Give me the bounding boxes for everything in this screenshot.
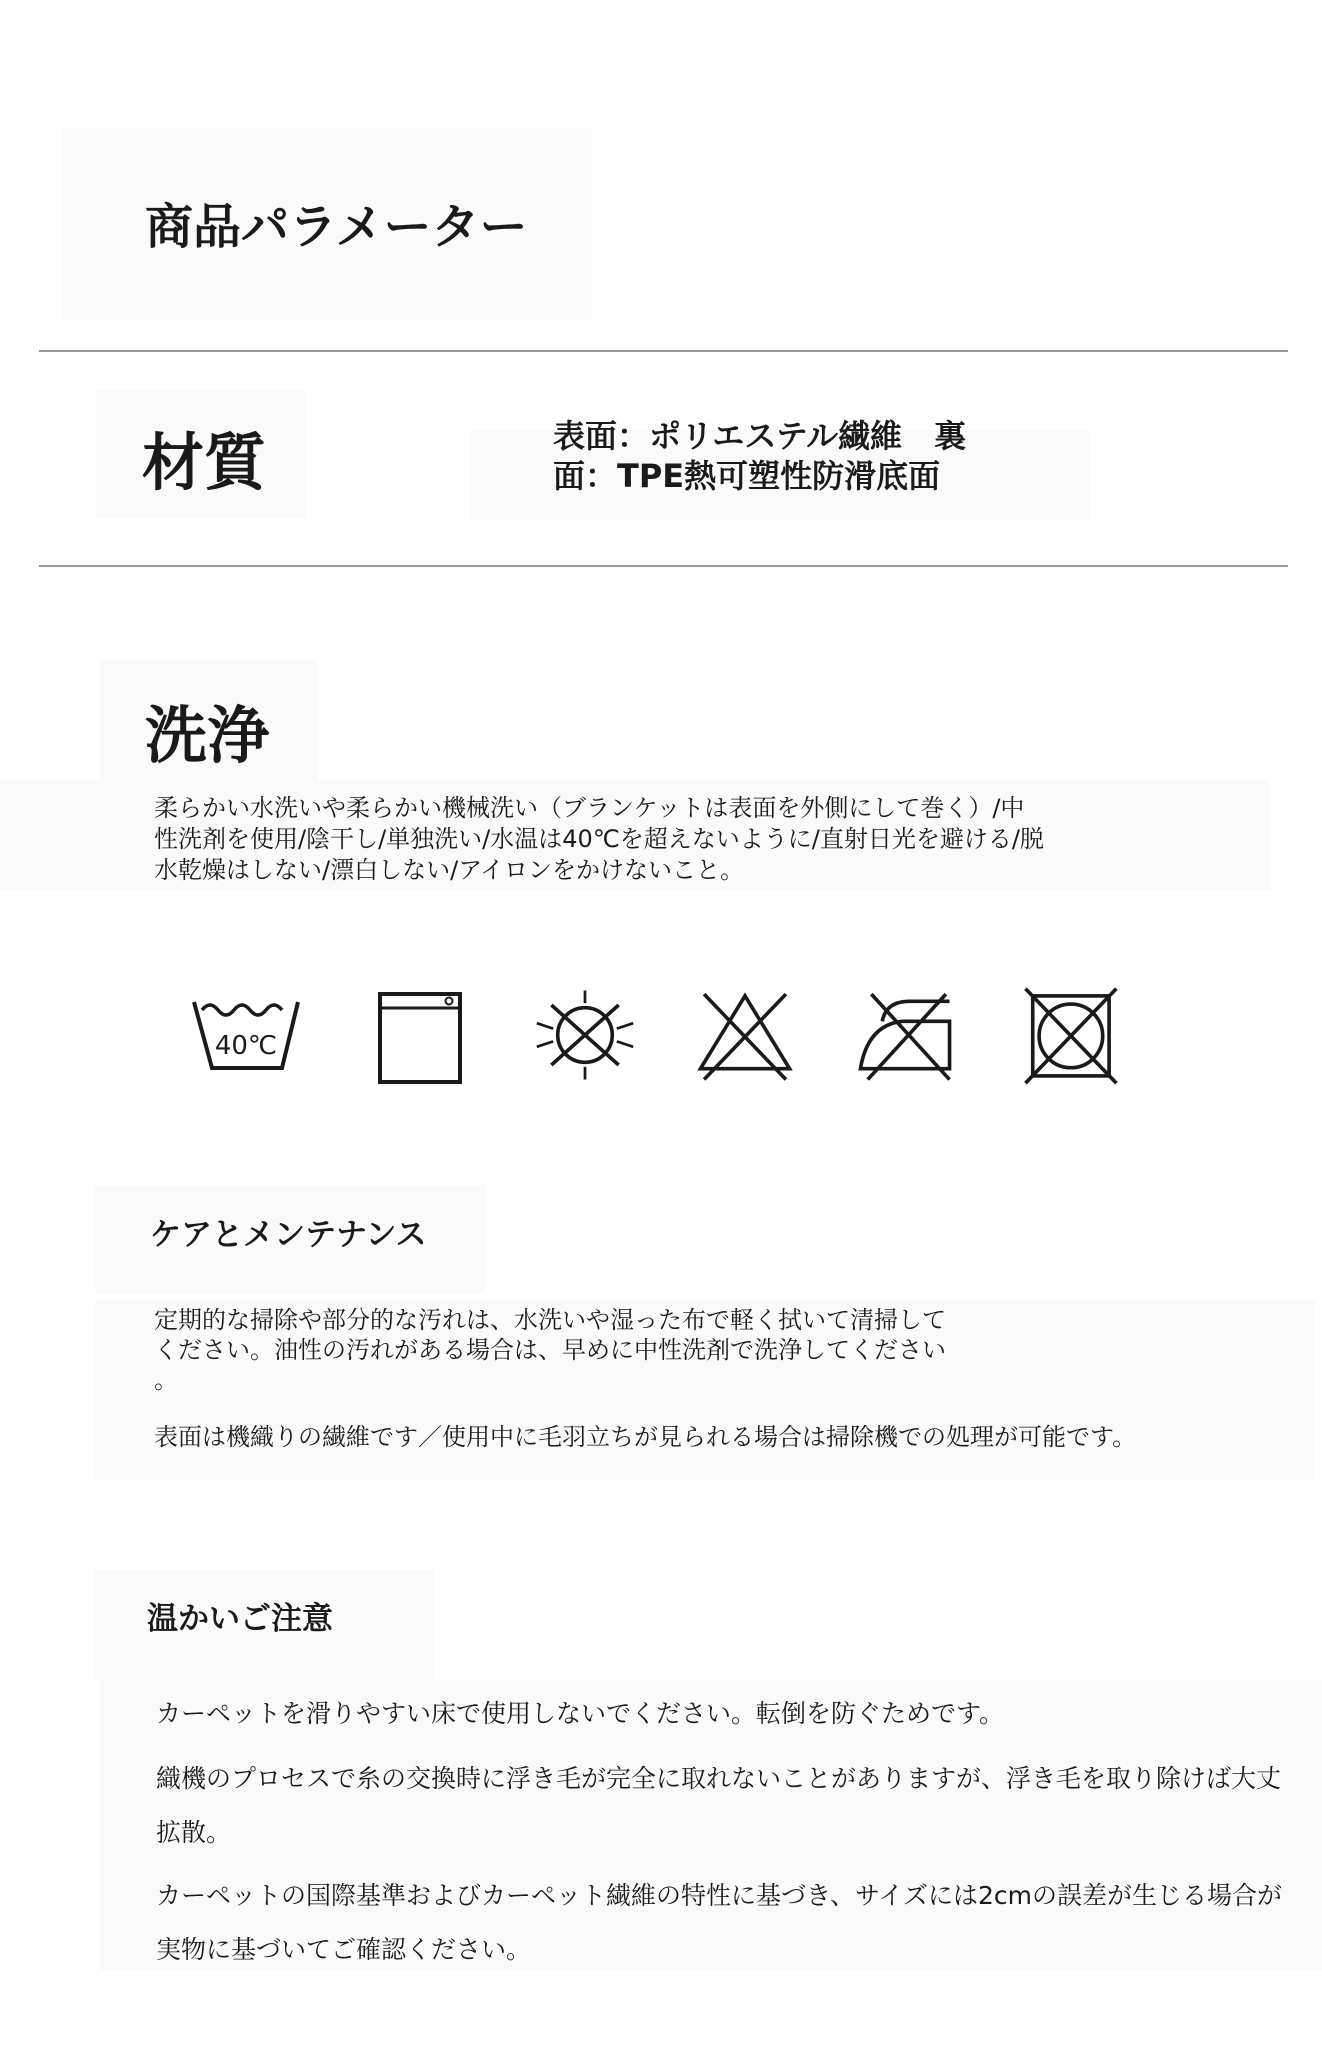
care-paragraph-2: 表面は機織りの繊維です／使用中に毛羽立ちが見られる場合は掃除機での処理が可能です。 bbox=[154, 1423, 1137, 1451]
no-iron-icon bbox=[850, 985, 960, 1085]
notice-line-2: 織機のプロセスで糸の交換時に浮き毛が完全に取れないことがありますが、浮き毛を取り除けば大丈 拡散。 bbox=[156, 1764, 1282, 1847]
no-tumble-dry-icon bbox=[1015, 985, 1125, 1085]
washing-label: 洗浄 bbox=[145, 699, 270, 772]
wash-temp-label: 40℃ bbox=[214, 1031, 278, 1061]
notice-title: 温かいご注意 bbox=[147, 1601, 333, 1637]
material-label: 材質 bbox=[142, 426, 267, 499]
notice-line-1: カーペットを滑りやすい床で使用しないでください。転倒を防ぐためです。 bbox=[156, 1699, 1005, 1728]
divider-top bbox=[39, 350, 1288, 352]
divider-material bbox=[39, 565, 1288, 567]
dry-in-shade-icon bbox=[368, 990, 478, 1090]
no-bleach-icon bbox=[690, 985, 800, 1085]
notice-line-3: カーペットの国際基準およびカーペット繊維の特性に基づき、サイズには2cmの誤差が生じる場合が 実物に基づいてご確認ください。 bbox=[156, 1881, 1283, 1964]
care-paragraph-1: 定期的な掃除や部分的な汚れは、水洗いや湿った布で軽く拭いて清掃して ください。油性の汚れがある場合は、早めに中性洗剤で洗浄してください 。 bbox=[154, 1306, 946, 1394]
material-value: 表面：ポリエステル繊維 裏面：TPE熱可塑性防滑底面 bbox=[553, 417, 967, 495]
care-title: ケアとメンテナンス bbox=[150, 1217, 427, 1253]
washing-text: 柔らかい水洗いや柔らかい機械洗い（ブランケットは表面を外側にして巻く）/中 性洗剤を使用/陰干し/単独洗い/水温は40℃を超えないように/直射日光を避ける/脱 水乾燥はしない/漂白しない/アイロンをかけないこと。 bbox=[154, 794, 1044, 884]
params-title: 商品パラメーター bbox=[145, 199, 528, 255]
no-sun-dry-icon bbox=[530, 985, 640, 1085]
wash-40-icon bbox=[190, 990, 300, 1090]
